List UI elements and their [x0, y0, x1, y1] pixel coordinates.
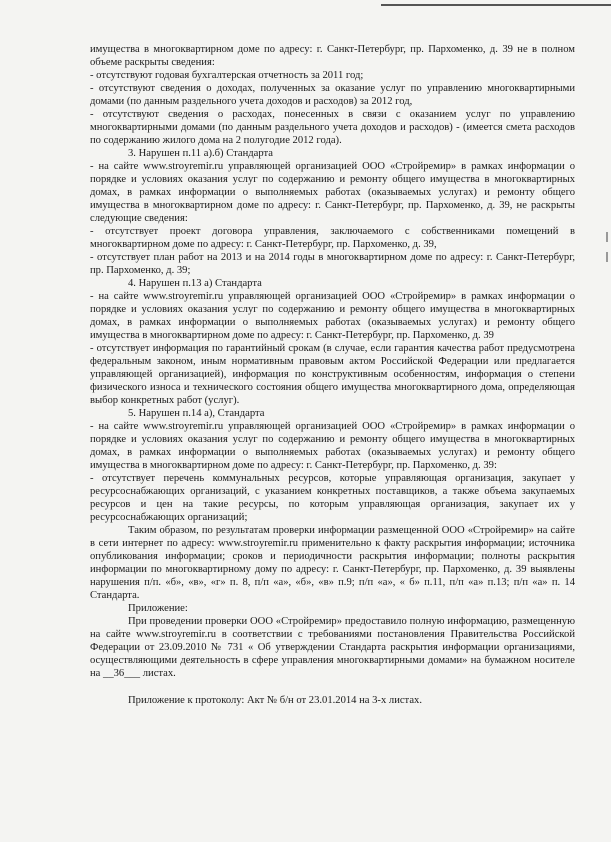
document-paragraph: Таким образом, по результатам проверки информации размещенной ООО «Стройремир» на сайте в сети интернет по адресу: www.stroyremir.ru применительно к факту раскрытия информации; источника опубликования информации; сроков и периодичности раскрытия информации; полноты раскрытия информации по многоквартирному дому по адресу: г. Санкт-Петербург, пр. Пархоменко, д. 39 выявлены нарушения п/п. «б», «в», «г» п. 8, п/п «а», «б», «в» п.9; п/п «а», « б» п.11, п/п «а» п.13; п/п «а» п. 14 Стандарта.	[90, 525, 575, 601]
document-paragraph: Приложение:	[128, 603, 188, 614]
scan-mark	[606, 232, 608, 242]
document-paragraph: - отсутствует информация по гарантийный срокам (в случае, если гарантия качества работ предусмотрена федеральным законом, иным нормативным правовым актом Российской Федерации или предлагается управляющей организацией), информация по конструктивным особенностям, информация о степени физического износа и технического состояния общего имущества многоквартирного дома, определяющая выбор конкретных работ (услуг).	[90, 343, 575, 406]
document-paragraph: - отсутствуют годовая бухгалтерская отчетность за 2011 год;	[90, 70, 364, 81]
document-paragraph: При проведении проверки ООО «Стройремир» предоставило полную информацию, размещенную на сайте www.stroyremir.ru в соответствии с требованиями постановления Правительства Российской Федерации от 23.09.2010 № 731 « Об утверждении Стандарта раскрытия информации организациями, осуществляющими деятельность в сфере управления многоквартирными домами» на бумажном носителе на __36___ листах.	[90, 616, 575, 679]
document-paragraph: имущества в многоквартирном доме по адресу: г. Санкт-Петербург, пр. Пархоменко, д. 39 не в полном объеме раскрыты сведения:	[90, 44, 575, 68]
attachment-note: Приложение к протоколу: Акт № б/н от 23.01.2014 на 3-х листах.	[128, 695, 422, 706]
document-paragraph: - на сайте www.stroyremir.ru управляющей организацией ООО «Стройремир» в рамках информации о порядке и условиях оказания услуг по содержанию и ремонту общего имущества в многоквартирных домах, в рамках информации о выполняемых работах (оказываемых услугах) и ремонту общего имущества в многоквартирном доме по адресу: г. Санкт-Петербург, пр. Пархоменко, д. 39	[90, 291, 575, 341]
scan-edge-line	[381, 4, 611, 6]
document-page	[90, 43, 575, 707]
document-paragraph: - отсутствует проект договора управления, заключаемого с собственниками помещений в многоквартирном доме по адресу: г. Санкт-Петербург, пр. Пархоменко, д. 39,	[90, 226, 575, 250]
document-paragraph: - отсутствует план работ на 2013 и на 2014 годы в многоквартирном доме по адресу: г. Санкт-Петербург, пр. Пархоменко, д. 39;	[90, 252, 575, 276]
document-paragraph: - на сайте www.stroyremir.ru управляющей организацией ООО «Стройремир» в рамках информации о порядке и условиях оказания услуг по содержанию и ремонту общего имущества в многоквартирных домах, в рамках информации о выполняемых работах (оказываемых услугах) и ремонту общего имущества в многоквартирном доме по адресу: г. Санкт-Петербург, пр. Пархоменко, д. 39:	[90, 421, 575, 471]
document-paragraph: 4. Нарушен п.13 а) Стандарта	[128, 278, 262, 289]
document-paragraph: 3. Нарушен п.11 а).б) Стандарта	[128, 148, 273, 159]
document-paragraph: - отсутствуют сведения о доходах, полученных за оказание услуг по управлению многоквартирными домами (по данным раздельного учета доходов и расходов) за 2012 год,	[90, 83, 575, 107]
document-paragraph: - отсутствует перечень коммунальных ресурсов, которые управляющая организация, закупает у ресурсоснабжающих организаций, с указанием конкретных поставщиков, а также объема закупаемых ресурсов и цен на такие ресурсы, по которым управляющая организация, закупает их у ресурсоснабжающих организаций;	[90, 473, 575, 523]
scan-mark	[606, 252, 608, 262]
document-paragraph: - отсутствуют сведения о расходах, понесенных в связи с оказанием услуг по управлению многоквартирными домами (по данным раздельного учета доходов и расходов) - (имеется смета расходов по содержанию жилого дома на 2 полугодие 2012 года).	[90, 109, 575, 146]
document-paragraph: 5. Нарушен п.14 а), Стандарта	[128, 408, 265, 419]
document-paragraph: - на сайте www.stroyremir.ru управляющей организацией ООО «Стройремир» в рамках информации о порядке и условиях оказания услуг по содержанию и ремонту общего имущества в многоквартирных домах, в рамках информации о выполняемых работах (оказываемых услугах) и ремонту общего имущества в многоквартирном доме по адресу: г. Санкт-Петербург, пр. Пархоменко, д. 39, не раскрыты следующие сведения:	[90, 161, 575, 224]
